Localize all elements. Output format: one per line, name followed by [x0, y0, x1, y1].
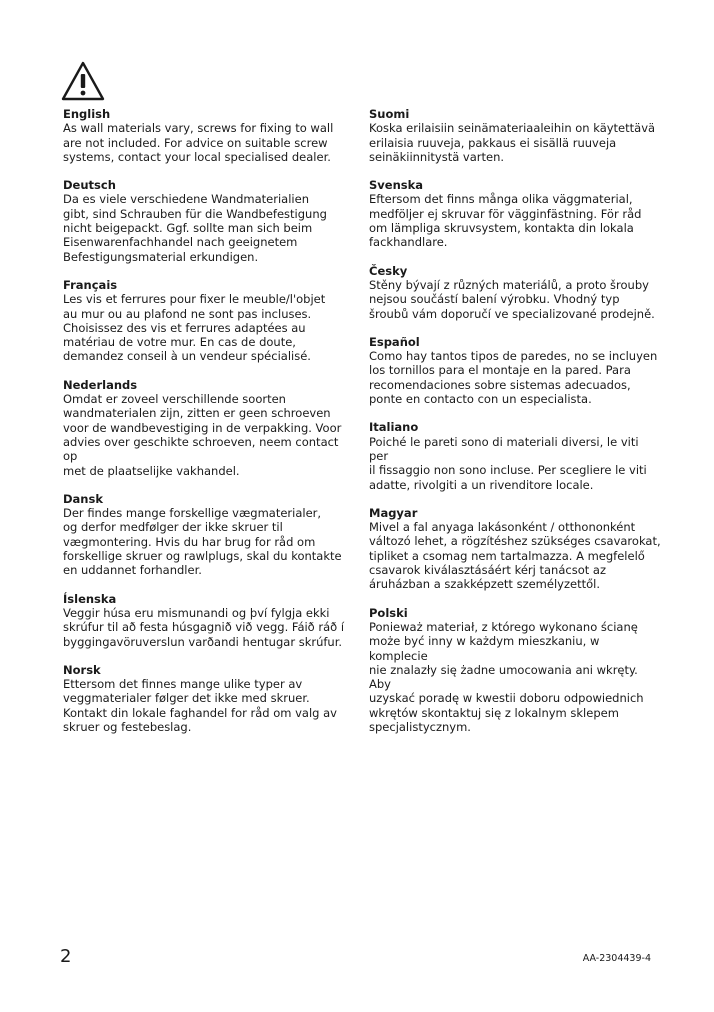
language-title: Dansk [63, 491, 103, 506]
language-text: Koska erilaisiin seinämateriaaleihin on käytettävä erilaisia ruuveja, pakkaus ei sisällä ruuveja seinäkiinnitystä varten. [369, 121, 656, 164]
language-title: Magyar [369, 505, 418, 520]
language-section-francais [63, 278, 355, 364]
language-title: Español [369, 334, 420, 349]
language-text: Der findes mange forskellige vægmaterialer, og derfor medfølger der ikke skruer til vægmontering. Hvis du har brug for råd om forskellige skruer og rawlplugs, skal du kontakte en uddannet forhandler. [63, 506, 342, 578]
language-text: Les vis et ferrures pour fixer le meuble/l'objet au mur ou au plafond ne sont pas incluses. Choisissez des vis et ferrures adaptées au matériau de votre mur. En cas de doute, demandez conseil à un vendeur spécialisé. [63, 292, 326, 364]
language-text: Da es viele verschiedene Wandmaterialien gibt, sind Schrauben für die Wandbefestigung nicht beigepackt. Ggf. sollte man sich beim Eisenwarenfachhandel nach geeignetem Befestigungsmaterial erkundigen. [63, 192, 327, 264]
language-text: Eftersom det finns många olika väggmaterial, medföljer ej skruvar för vägginfästning. För råd om lämpliga skruvsystem, kontakta din lokala fackhandlare. [369, 192, 642, 250]
language-section-islenska [63, 592, 355, 649]
page-number: 2 [60, 946, 72, 967]
language-title: Íslenska [63, 591, 117, 606]
language-title: Suomi [369, 107, 410, 121]
language-text: Mivel a fal anyaga lakásonként / otthononként változó lehet, a rögzítéshez szükséges csavarokat, tipliket a csomag nem tartalmazza. A megfelelő csavarok kiválasztásáért kérj tanácsot az áruházban a szakképzett személyzettől. [369, 520, 661, 592]
language-section-italiano [369, 420, 661, 491]
language-text: Ettersom det finnes mange ulike typer av veggmaterialer følger det ikke med skruer. Kontakt din lokale faghandel for råd om valg av skruer og festebeslag. [63, 677, 337, 734]
language-title: Nederlands [63, 377, 138, 392]
left-column [63, 107, 355, 748]
document-code: AA-2304439-4 [582, 953, 651, 964]
language-section-cesky [369, 264, 661, 321]
language-section-deutsch [63, 178, 355, 264]
language-text: Como hay tantos tipos de paredes, no se incluyen los tornillos para el montaje en la pared. Para recomendaciones sobre sistemas adecuados, ponte en contacto con un especialista. [369, 349, 658, 407]
warning-triangle-icon [60, 60, 106, 102]
language-section-svenska [369, 178, 661, 249]
language-section-magyar [369, 506, 661, 592]
language-title: Česky [369, 263, 408, 278]
language-title: Norsk [63, 662, 101, 677]
language-section-nederlands [63, 378, 355, 478]
language-text: As wall materials vary, screws for fixing to wall are not included. For advice on suitable screw systems, contact your local specialised dealer. [63, 121, 334, 164]
language-section-espanol [369, 335, 661, 406]
language-title: Italiano [369, 420, 419, 435]
language-section-suomi [369, 107, 661, 164]
language-title: Deutsch [63, 178, 116, 193]
language-text: Veggir húsa eru mismunandi og því fylgja ekki skrúfur til að festa húsgagnið við vegg. Fáið ráð í byggingavöruverslun varðandi hentugar skrúfur. [63, 605, 345, 649]
language-text: Poiché le pareti sono di materiali diversi, le viti per il fissaggio non sono incluse. Per scegliere le viti adatte, rivolgiti a un rivenditore locale. [369, 434, 647, 492]
language-section-english [63, 107, 355, 164]
language-section-polski [369, 606, 661, 735]
language-title: English [63, 107, 111, 121]
language-title: Svenska [369, 178, 424, 193]
language-section-dansk [63, 492, 355, 578]
language-text: Omdat er zoveel verschillende soorten wandmaterialen zijn, zitten er geen schroeven voor de wandbevestiging in de verpakking. Voor advies over geschikte schroeven, neem contact op met de plaatselijke vakhandel. [63, 392, 342, 478]
language-text: Stěny bývají z různých materiálů, a proto šrouby nejsou součástí balení výrobku. Vhodný typ šroubů vám doporučí ve specializované prodejně. [369, 277, 655, 321]
language-title: Polski [369, 605, 408, 620]
language-text: Ponieważ materiał, z którego wykonano ścianę może być inny w każdym mieszkaniu, w komplecie nie znalazły się żadne umocowania ani wkręty. Aby uzyskać poradę w kwestii doboru odpowiednich wkrętów skontaktuj się z lokalnym sklepem specjalistycznym. [369, 619, 644, 734]
language-title: Français [63, 277, 118, 292]
language-section-norsk [63, 663, 355, 734]
right-column [369, 107, 661, 748]
